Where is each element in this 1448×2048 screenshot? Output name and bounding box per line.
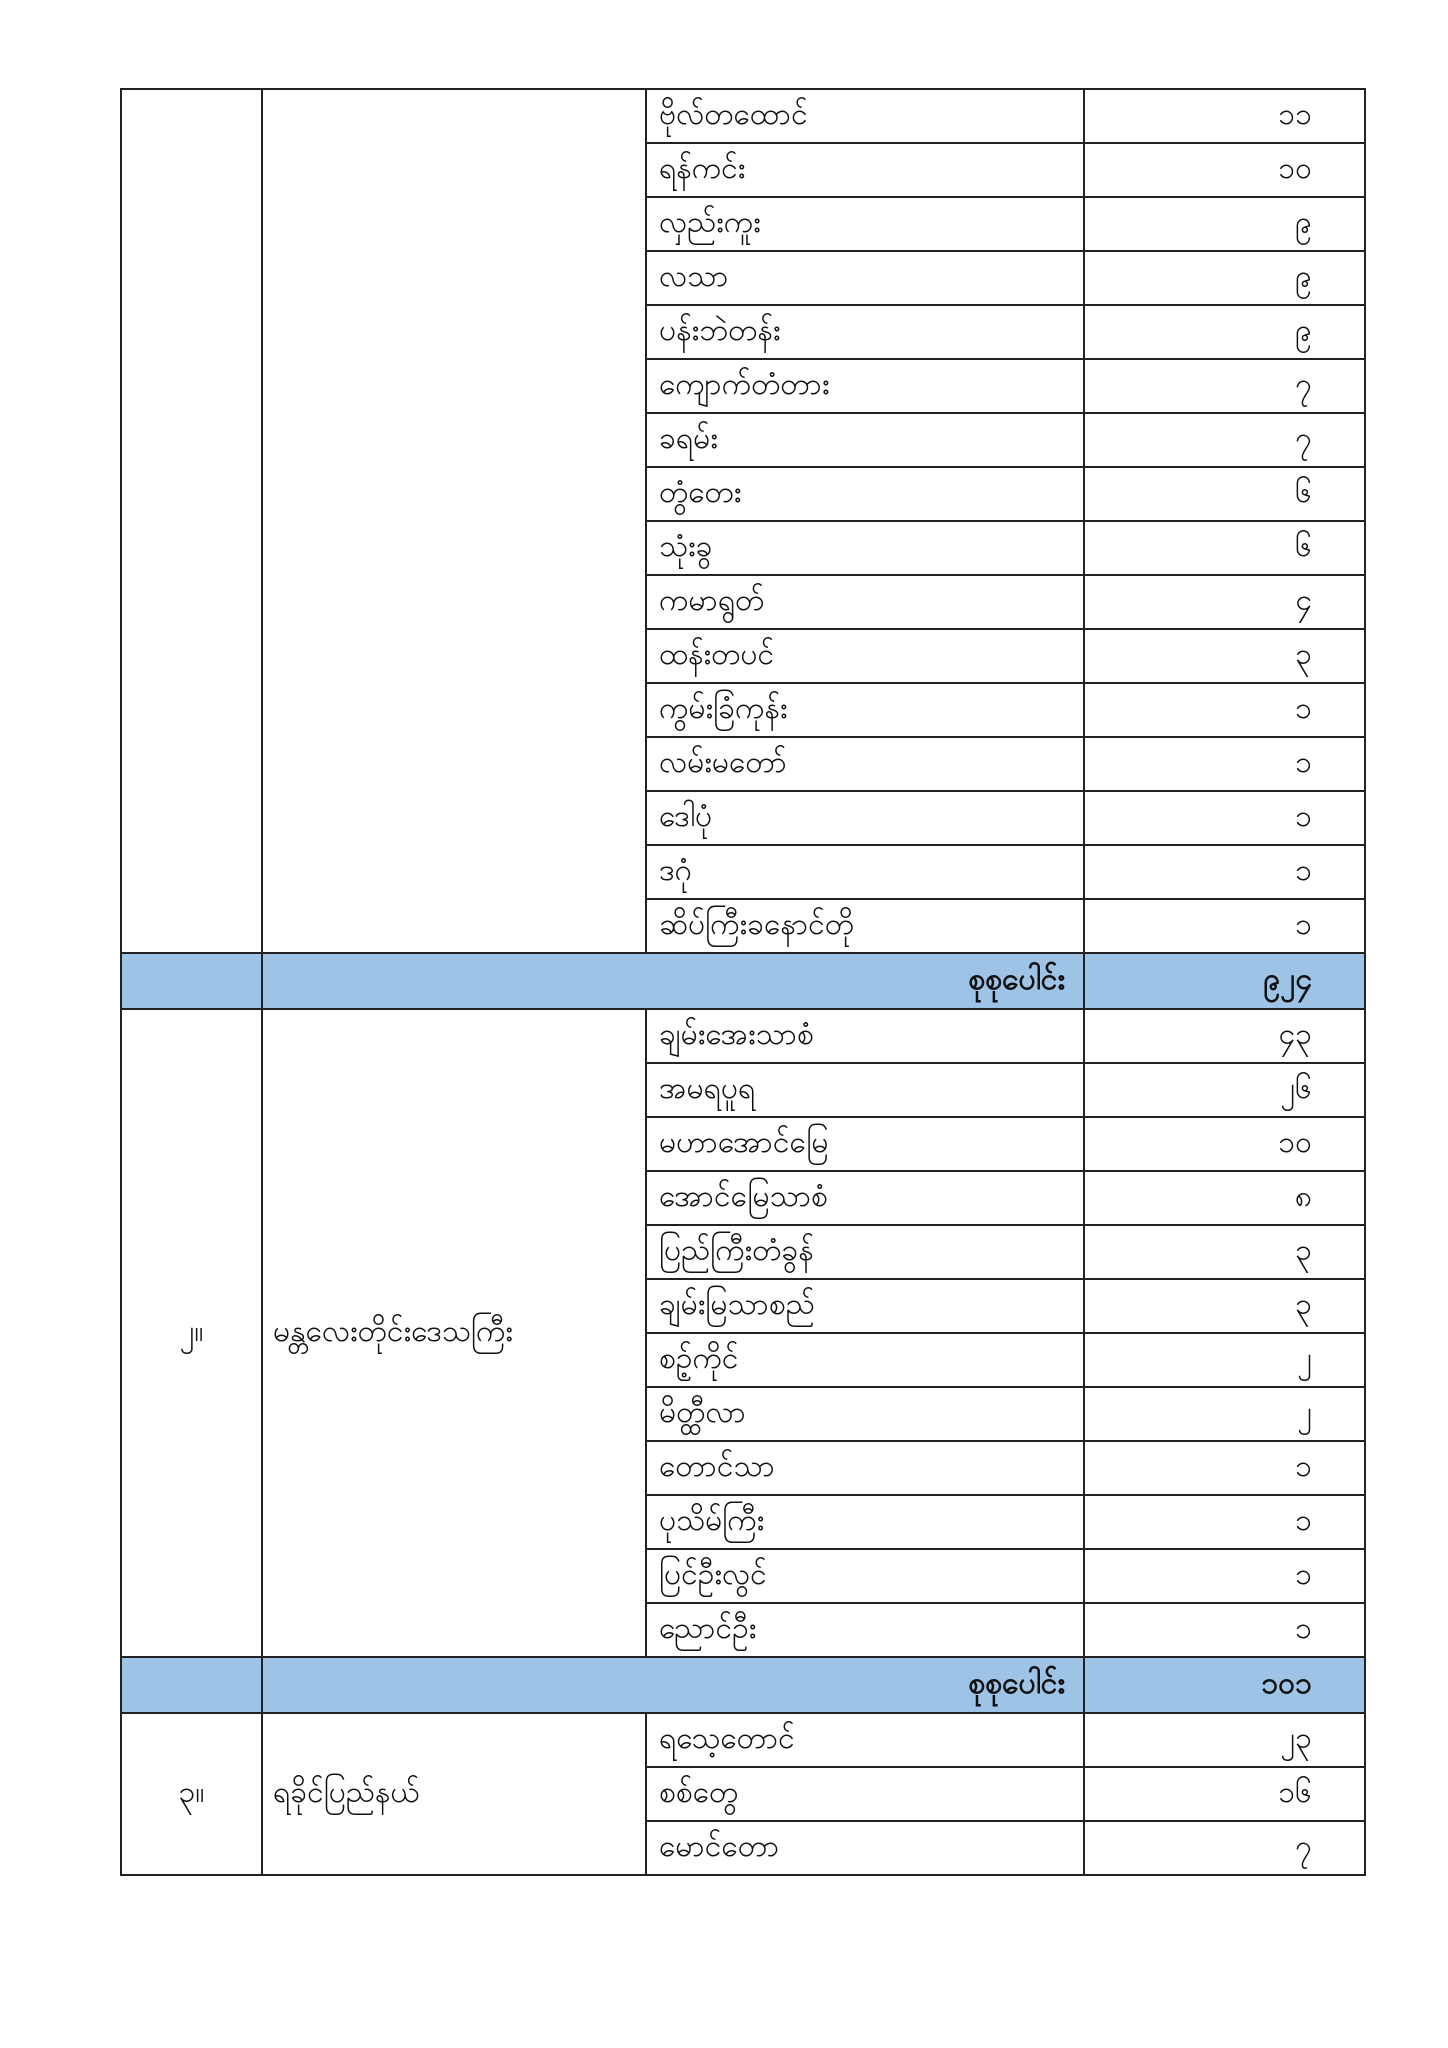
township-cell: မိတ္ထီလာ bbox=[646, 1387, 1084, 1441]
count-cell: ၂ bbox=[1084, 1333, 1365, 1387]
count-cell: ၉ bbox=[1084, 197, 1365, 251]
count-cell: ၉ bbox=[1084, 251, 1365, 305]
count-cell: ၂၃ bbox=[1084, 1713, 1365, 1767]
township-cell: ထန်းတပင် bbox=[646, 629, 1084, 683]
count-cell: ၁၀ bbox=[1084, 1117, 1365, 1171]
subtotal-label: စုစုပေါင်း bbox=[262, 1657, 1084, 1713]
township-cell: လသာ bbox=[646, 251, 1084, 305]
count-cell: ၆ bbox=[1084, 467, 1365, 521]
count-cell: ၁၆ bbox=[1084, 1767, 1365, 1821]
township-cell: မဟာအောင်မြေ bbox=[646, 1117, 1084, 1171]
count-cell: ၇ bbox=[1084, 1821, 1365, 1875]
township-cell: ချမ်းမြသာစည် bbox=[646, 1279, 1084, 1333]
subtotal-value: ၉၂၄ bbox=[1084, 953, 1365, 1009]
count-cell: ၁၁ bbox=[1084, 89, 1365, 143]
township-cell: ပန်းဘဲတန်း bbox=[646, 305, 1084, 359]
subtotal-label: စုစုပေါင်း bbox=[262, 953, 1084, 1009]
count-cell: ၃ bbox=[1084, 629, 1365, 683]
township-cell: ဒဂုံ bbox=[646, 845, 1084, 899]
count-cell: ၇ bbox=[1084, 413, 1365, 467]
count-cell: ၁ bbox=[1084, 1603, 1365, 1657]
township-cell: ညောင်ဦး bbox=[646, 1603, 1084, 1657]
township-cell: အမရပူရ bbox=[646, 1063, 1084, 1117]
township-cell: သုံးခွ bbox=[646, 521, 1084, 575]
count-cell: ၇ bbox=[1084, 359, 1365, 413]
table-row bbox=[121, 1009, 1365, 1063]
count-cell: ၂၆ bbox=[1084, 1063, 1365, 1117]
count-cell: ၆ bbox=[1084, 521, 1365, 575]
state-region-cell bbox=[262, 89, 646, 953]
township-cell: လှည်းကူး bbox=[646, 197, 1084, 251]
township-cell: လမ်းမတော် bbox=[646, 737, 1084, 791]
table-row bbox=[121, 1713, 1365, 1767]
serial-number-cell bbox=[121, 89, 262, 953]
township-cell: စဉ့်ကိုင် bbox=[646, 1333, 1084, 1387]
count-cell: ၁ bbox=[1084, 899, 1365, 953]
count-cell: ၁ bbox=[1084, 683, 1365, 737]
count-cell: ၃ bbox=[1084, 1225, 1365, 1279]
subtotal-blank-cell bbox=[121, 1657, 262, 1713]
township-cell: ကမာရွတ် bbox=[646, 575, 1084, 629]
count-cell: ၄၃ bbox=[1084, 1009, 1365, 1063]
township-cell: ဒေါပုံ bbox=[646, 791, 1084, 845]
count-cell: ၁၀ bbox=[1084, 143, 1365, 197]
table-row bbox=[121, 89, 1365, 143]
count-cell: ၁ bbox=[1084, 845, 1365, 899]
count-cell: ၉ bbox=[1084, 305, 1365, 359]
count-cell: ၃ bbox=[1084, 1279, 1365, 1333]
township-cell: ပြည်ကြီးတံခွန် bbox=[646, 1225, 1084, 1279]
township-cell: ရသေ့တောင် bbox=[646, 1713, 1084, 1767]
township-cell: ဆိပ်ကြီးခနောင်တို bbox=[646, 899, 1084, 953]
subtotal-row bbox=[121, 953, 1365, 1009]
count-cell: ၁ bbox=[1084, 1549, 1365, 1603]
township-cell: ကျောက်တံတား bbox=[646, 359, 1084, 413]
state-region-cell: ရခိုင်ပြည်နယ် bbox=[262, 1713, 646, 1875]
count-cell: ၂ bbox=[1084, 1387, 1365, 1441]
subtotal-blank-cell bbox=[121, 953, 262, 1009]
subtotal-value: ၁၀၁ bbox=[1084, 1657, 1365, 1713]
serial-number-cell: ၂။ bbox=[121, 1009, 262, 1657]
subtotal-row bbox=[121, 1657, 1365, 1713]
count-cell: ၄ bbox=[1084, 575, 1365, 629]
count-cell: ၁ bbox=[1084, 1495, 1365, 1549]
state-region-cell: မန္တလေးတိုင်းဒေသကြီး bbox=[262, 1009, 646, 1657]
count-cell: ၁ bbox=[1084, 1441, 1365, 1495]
count-cell: ၈ bbox=[1084, 1171, 1365, 1225]
township-cell: ပုသိမ်ကြီး bbox=[646, 1495, 1084, 1549]
township-cell: အောင်မြေသာစံ bbox=[646, 1171, 1084, 1225]
township-cell: ချမ်းအေးသာစံ bbox=[646, 1009, 1084, 1063]
count-cell: ၁ bbox=[1084, 791, 1365, 845]
township-cell: တွံတေး bbox=[646, 467, 1084, 521]
township-cell: ခရမ်း bbox=[646, 413, 1084, 467]
township-cell: ပြင်ဦးလွင် bbox=[646, 1549, 1084, 1603]
township-cell: စစ်တွေ bbox=[646, 1767, 1084, 1821]
count-cell: ၁ bbox=[1084, 737, 1365, 791]
township-cell: ကွမ်းခြံကုန်း bbox=[646, 683, 1084, 737]
serial-number-cell: ၃။ bbox=[121, 1713, 262, 1875]
township-cell: ရန်ကင်း bbox=[646, 143, 1084, 197]
township-cell: မောင်တော bbox=[646, 1821, 1084, 1875]
township-count-table bbox=[120, 88, 1366, 1876]
township-cell: ဗိုလ်တထောင် bbox=[646, 89, 1084, 143]
township-cell: တောင်သာ bbox=[646, 1441, 1084, 1495]
